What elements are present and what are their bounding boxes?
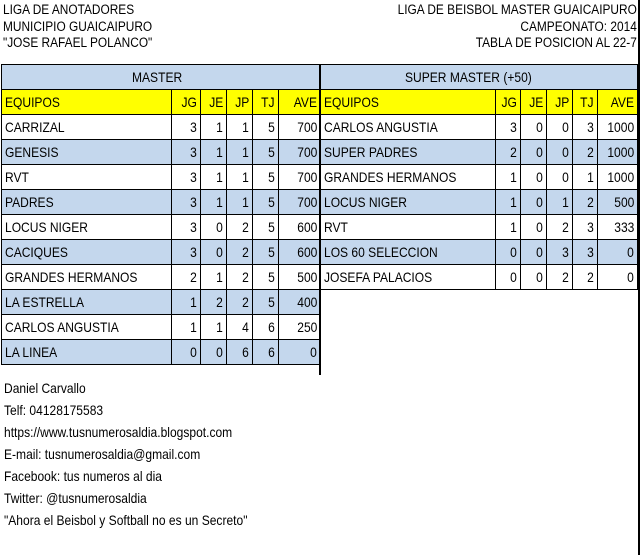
je-cell: 1	[201, 315, 227, 340]
ave-cell: 500	[279, 265, 321, 290]
super-master-title: SUPER MASTER (+50)	[321, 65, 638, 90]
master-title-row	[2, 65, 321, 90]
je-cell: 0	[521, 240, 547, 265]
league-info-right	[398, 2, 637, 52]
super-master-standings-table	[320, 64, 638, 290]
tj-cell: 2	[573, 265, 598, 290]
table-row	[2, 290, 321, 315]
col-header-je: JE	[521, 90, 547, 115]
jg-cell: 0	[496, 240, 521, 265]
team-name-cell: LOCUS NIGER	[2, 215, 172, 240]
col-header-jg: JG	[496, 90, 521, 115]
jg-cell: 1	[496, 165, 521, 190]
jg-cell: 3	[172, 115, 201, 140]
team-name-cell: CARRIZAL	[2, 115, 172, 140]
ave-cell: 0	[598, 265, 638, 290]
ave-cell: 700	[279, 165, 321, 190]
team-name-cell: LOCUS NIGER	[321, 190, 496, 215]
jg-cell: 3	[172, 240, 201, 265]
ave-cell: 600	[279, 215, 321, 240]
super-master-header-row	[321, 90, 638, 115]
tj-cell: 5	[253, 190, 279, 215]
je-cell: 1	[201, 265, 227, 290]
jg-cell: 3	[496, 115, 521, 140]
je-cell: 0	[201, 215, 227, 240]
col-header-je: JE	[201, 90, 227, 115]
je-cell: 0	[521, 190, 547, 215]
team-name-cell: RVT	[2, 165, 172, 190]
ave-cell: 1000	[598, 115, 638, 140]
jg-cell: 1	[496, 215, 521, 240]
je-cell: 1	[201, 140, 227, 165]
table-row	[2, 240, 321, 265]
jg-cell: 1	[172, 290, 201, 315]
jg-cell: 3	[172, 165, 201, 190]
je-cell: 1	[201, 190, 227, 215]
master-title: MASTER	[2, 65, 321, 90]
tj-cell: 3	[573, 215, 598, 240]
jg-cell: 3	[172, 215, 201, 240]
je-cell: 2	[201, 290, 227, 315]
league-info-left	[3, 2, 152, 52]
jg-cell: 2	[496, 140, 521, 165]
ave-cell: 700	[279, 140, 321, 165]
ave-cell: 1000	[598, 165, 638, 190]
team-name-cell: GENESIS	[2, 140, 172, 165]
table-row	[321, 240, 638, 265]
honoree-name: "JOSE RAFAEL POLANCO"	[3, 35, 153, 50]
je-cell: 0	[521, 115, 547, 140]
baseball-league-title: LIGA DE BEISBOL MASTER GUAICAIPURO	[397, 2, 637, 17]
table-row	[2, 115, 321, 140]
team-name-cell: LA LINEA	[2, 340, 172, 365]
je-cell: 0	[521, 140, 547, 165]
je-cell: 0	[201, 240, 227, 265]
contact-facebook: Facebook: tus numeros al dia	[4, 468, 162, 484]
table-row	[321, 140, 638, 165]
jp-cell: 0	[547, 140, 573, 165]
jg-cell: 3	[172, 140, 201, 165]
tj-cell: 6	[253, 315, 279, 340]
master-standings-table	[1, 64, 321, 365]
table-row	[2, 165, 321, 190]
tj-cell: 2	[573, 140, 598, 165]
tj-cell: 5	[253, 140, 279, 165]
ave-cell: 400	[279, 290, 321, 315]
je-cell: 0	[521, 165, 547, 190]
jp-cell: 2	[547, 265, 573, 290]
col-header-jg: JG	[172, 90, 201, 115]
jp-cell: 0	[547, 115, 573, 140]
tj-cell: 5	[253, 265, 279, 290]
team-name-cell: LA ESTRELLA	[2, 290, 172, 315]
je-cell: 1	[201, 115, 227, 140]
jg-cell: 2	[172, 265, 201, 290]
col-header-ave: AVE	[598, 90, 638, 115]
jg-cell: 3	[172, 190, 201, 215]
jp-cell: 1	[227, 190, 253, 215]
jp-cell: 1	[227, 165, 253, 190]
championship-year: CAMPEONATO: 2014	[520, 18, 637, 34]
team-name-cell: CARLOS ANGUSTIA	[2, 315, 172, 340]
table-row	[2, 340, 321, 365]
table-row	[2, 315, 321, 340]
ave-cell: 333	[598, 215, 638, 240]
scorers-league-title: LIGA DE ANOTADORES	[3, 2, 135, 17]
tj-cell: 3	[573, 240, 598, 265]
col-header-ave: AVE	[279, 90, 321, 115]
table-row	[2, 140, 321, 165]
table-row	[321, 115, 638, 140]
team-name-cell: SUPER PADRES	[321, 140, 496, 165]
jp-cell: 1	[547, 190, 573, 215]
team-name-cell: GRANDES HERMANOS	[321, 165, 496, 190]
jp-cell: 2	[227, 240, 253, 265]
table-row	[2, 265, 321, 290]
contact-website: https://www.tusnumerosaldia.blogspot.com	[4, 424, 233, 440]
standings-date: TABLA DE POSICION AL 22-7	[475, 35, 637, 50]
jg-cell: 0	[496, 265, 521, 290]
jp-cell: 3	[547, 240, 573, 265]
ave-cell: 600	[279, 240, 321, 265]
jp-cell: 6	[227, 340, 253, 365]
col-header-equipos: EQUIPOS	[321, 90, 496, 115]
contact-phone: Telf: 04128175583	[4, 402, 104, 418]
col-header-tj: TJ	[573, 90, 598, 115]
jp-cell: 2	[227, 215, 253, 240]
jp-cell: 4	[227, 315, 253, 340]
je-cell: 1	[201, 165, 227, 190]
table-row	[2, 190, 321, 215]
team-name-cell: JOSEFA PALACIOS	[321, 265, 496, 290]
master-header-row	[2, 90, 321, 115]
tj-cell: 5	[253, 165, 279, 190]
je-cell: 0	[521, 215, 547, 240]
tj-cell: 5	[253, 215, 279, 240]
jg-cell: 0	[172, 340, 201, 365]
ave-cell: 700	[279, 190, 321, 215]
jp-cell: 1	[227, 140, 253, 165]
je-cell: 0	[521, 265, 547, 290]
tj-cell: 1	[573, 165, 598, 190]
team-name-cell: CARLOS ANGUSTIA	[321, 115, 496, 140]
ave-cell: 250	[279, 315, 321, 340]
team-name-cell: RVT	[321, 215, 496, 240]
team-name-cell: PADRES	[2, 190, 172, 215]
jp-cell: 1	[227, 115, 253, 140]
contact-twitter: Twitter: @tusnumerosaldia	[4, 490, 147, 506]
tj-cell: 5	[253, 290, 279, 315]
table-row	[2, 215, 321, 240]
col-header-equipos: EQUIPOS	[2, 90, 172, 115]
jg-cell: 1	[172, 315, 201, 340]
tj-cell: 2	[573, 190, 598, 215]
jp-cell: 2	[547, 215, 573, 240]
table-divider	[319, 64, 321, 375]
contact-slogan: "Ahora el Beisbol y Softball no es un Secreto"	[4, 512, 248, 528]
table-row	[321, 265, 638, 290]
ave-cell: 700	[279, 115, 321, 140]
contact-name: Daniel Carvallo	[4, 380, 86, 396]
ave-cell: 0	[279, 340, 321, 365]
ave-cell: 1000	[598, 140, 638, 165]
municipality-label: MUNICIPIO GUAICAIPURO	[3, 18, 153, 34]
col-header-jp: JP	[227, 90, 253, 115]
tj-cell: 5	[253, 240, 279, 265]
contact-block	[4, 377, 287, 531]
col-header-jp: JP	[547, 90, 573, 115]
super-master-title-row	[321, 65, 638, 90]
ave-cell: 0	[598, 240, 638, 265]
team-name-cell: CACIQUES	[2, 240, 172, 265]
tj-cell: 3	[573, 115, 598, 140]
ave-cell: 500	[598, 190, 638, 215]
jp-cell: 2	[227, 290, 253, 315]
tj-cell: 6	[253, 340, 279, 365]
tj-cell: 5	[253, 115, 279, 140]
table-row	[321, 165, 638, 190]
table-row	[321, 215, 638, 240]
jg-cell: 1	[496, 190, 521, 215]
je-cell: 0	[201, 340, 227, 365]
contact-email: E-mail: tusnumerosaldia@gmail.com	[4, 446, 201, 462]
team-name-cell: LOS 60 SELECCION	[321, 240, 496, 265]
jp-cell: 0	[547, 165, 573, 190]
table-row	[321, 190, 638, 215]
jp-cell: 2	[227, 265, 253, 290]
col-header-tj: TJ	[253, 90, 279, 115]
team-name-cell: GRANDES HERMANOS	[2, 265, 172, 290]
